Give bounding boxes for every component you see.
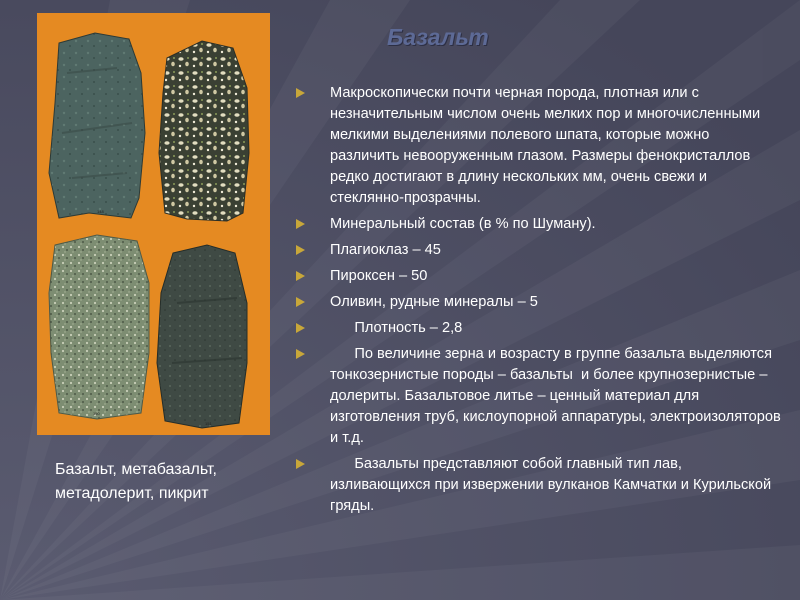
- bullet-item: [296, 83, 781, 209]
- triangle-bullet-icon: [296, 349, 305, 359]
- bullet-item: [296, 318, 781, 339]
- photo-caption: Базальт, метабазальт, метадолерит, пикрит: [55, 461, 217, 502]
- svg-text:151: 151: [205, 421, 212, 426]
- rock-specimens-photo: [37, 13, 270, 435]
- bullet-text: По величине зерна и возрасту в группе базальта выделяются тонкозернистые породы – базальты и более крупнозернистые – долериты. Базальтовое литье – ценный материал для изготовления труб, кислоупорной аппаратуры, электроизоляторов и т.д.: [330, 346, 785, 446]
- triangle-bullet-icon: [296, 459, 305, 469]
- metabasalt-specimen-4: [157, 245, 247, 428]
- bullet-text: Плагиоклаз – 45: [330, 242, 441, 258]
- bullet-item: [296, 240, 781, 261]
- basalt-specimen-1: [49, 33, 145, 218]
- svg-text:149: 149: [205, 213, 212, 218]
- bullet-text: Макроскопически почти черная порода, плотная или с незначительным числом очень мелких пор и многочисленными мелкими выделениями полевого шпата, которые можно различить невооруженным глазом. Размеры фенокристаллов редко достигают в длину нескольких мм, очень свежи и стеклянно-прозрачны.: [330, 85, 765, 206]
- triangle-bullet-icon: [296, 88, 305, 98]
- svg-text:150: 150: [93, 411, 100, 416]
- bullet-item: [296, 214, 781, 235]
- triangle-bullet-icon: [296, 323, 305, 333]
- triangle-bullet-icon: [296, 271, 305, 281]
- slide-title: Базальт: [387, 24, 489, 50]
- bullet-text: Базальты представляют собой главный тип лав, изливающихся при извержении вулканов Камчатки и Курильской гряды.: [330, 456, 776, 514]
- bullet-item: [296, 266, 781, 287]
- metadolerite-specimen-3: [49, 235, 149, 419]
- bullet-text: Минеральный состав (в % по Шуману).: [330, 216, 596, 232]
- triangle-bullet-icon: [296, 219, 305, 229]
- bullet-list: [296, 83, 785, 522]
- bullet-text: Оливин, рудные минералы – 5: [330, 294, 538, 310]
- picrite-specimen-2: [159, 41, 249, 221]
- triangle-bullet-icon: [296, 297, 305, 307]
- triangle-bullet-icon: [296, 245, 305, 255]
- bullet-text: Плотность – 2,8: [330, 320, 463, 336]
- bullet-item: [296, 344, 785, 449]
- bullet-text: Пироксен – 50: [330, 268, 428, 284]
- rock-specimens-illustration: [37, 13, 270, 435]
- bullet-item: [296, 454, 781, 517]
- svg-text:148: 148: [97, 209, 104, 214]
- bullet-item: [296, 292, 781, 313]
